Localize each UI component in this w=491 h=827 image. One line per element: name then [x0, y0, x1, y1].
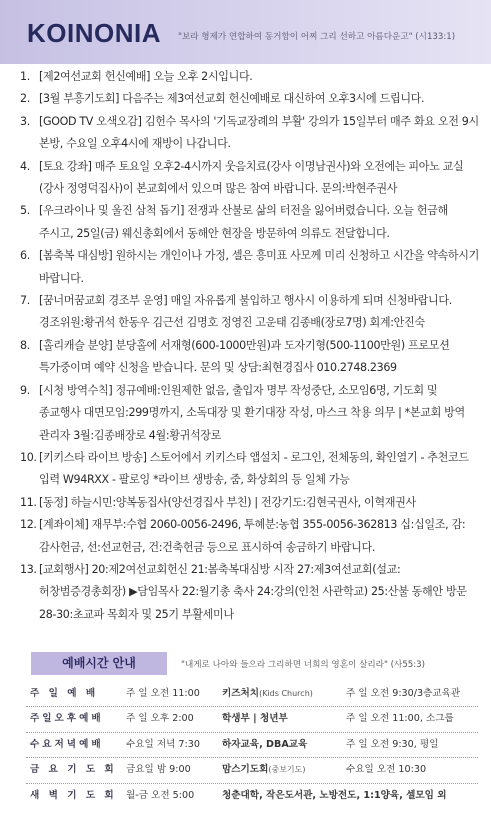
notice-text: [홀리캐슬 분양] 분당홀에 서재형(600-1000만원)과 도자기형(500-1100만원) 프로모션 특가중이며 예약 신청을 받습니다. 문의 및 상담:최현경집사 010.2748.2369 — [39, 338, 450, 375]
service-name: 수요저녁예배 — [30, 738, 104, 750]
notice-item — [20, 380, 480, 447]
notice-text: [토요 강좌] 매주 토요일 오후2-4시까지 웃음치료(강사 이명남권사)와 오전에는 피아노 교실(강사 정영덕집사)이 본교회에서 있으며 많은 참여 바랍니다. 문의:박현주권사 — [39, 159, 464, 196]
notice-number: 10. — [20, 450, 37, 464]
worship-header — [31, 652, 491, 676]
notice-item — [20, 111, 480, 156]
program-time: 주 일 오전 9:30, 평일 — [346, 738, 439, 750]
program-label: 키즈처치 — [222, 688, 260, 699]
schedule-row — [26, 706, 478, 731]
notice-item — [20, 290, 480, 335]
notice-text: [키키스타 라이브 방송] 스토어에서 키키스타 앱설치 - 로그인, 전체동의, 확인열기 - 추천코드 입력 W94RXX - 팔로잉 *라이브 생방송, 줌, 화상회의 등 일체 가능 — [39, 450, 469, 487]
program-label: 학생부 | 청년부 — [222, 713, 288, 725]
notice-text: [GOOD TV 오색오감] 김헌수 목사의 '기독교장례의 부활' 강의가 15일부터 매주 화요 오전 9시 본방, 수요일 오후4시에 재방이 나갑니다. — [39, 114, 479, 151]
notice-text: [3월 부흥기도회] 다음주는 제3여선교회 헌신예배로 대신하여 오후3시에 드립니다. — [39, 92, 425, 106]
worship-verse: "내게로 나아와 들으라 그리하면 너희의 영혼이 살리라" (사55:3) — [181, 660, 425, 670]
service-time: 주 일 오전 11:00 — [126, 688, 200, 699]
program-name — [222, 758, 342, 782]
notice-number: 11. — [20, 495, 37, 509]
program-label: 맘스기도회 — [222, 764, 269, 776]
notice-text: [시청 방역수칙] 정규예배:인원제한 없음, 출입자 명부 작성중단, 소모임6명, 기도회 및 종교행사 대면모임:299명까지, 소독대장 및 환기대장 작성, 마스크 착용 의무 | *본교회 방역 관리자 3월:김종배장로 4월:황귀석장로 — [39, 383, 465, 442]
notice-number: 7. — [20, 294, 30, 308]
program-label: 청춘대학, 작은도서관, 노방전도, 1:1양육, 셀모임 외 — [222, 789, 447, 801]
notice-item — [20, 88, 480, 110]
schedule-row — [26, 732, 478, 757]
header-verse: "보라 형제가 연합하여 동거함이 어찌 그리 선하고 아름다운고" (시133:1) — [178, 32, 456, 42]
program-name — [222, 707, 342, 731]
notice-text: [봄축복 대심방] 원하시는 개인이나 가정, 셀은 흥미표 사모께 미리 신청하고 시간을 약속하시기 바랍니다. — [39, 249, 480, 285]
program-label: 하자교육, DBA교육 — [222, 738, 308, 750]
notice-number: 3. — [20, 114, 30, 128]
notice-number: 9. — [20, 383, 30, 397]
notice-number: 12. — [20, 518, 37, 532]
worship-title: 예배시간 안내 — [31, 652, 167, 675]
notice-item — [20, 66, 480, 88]
program-time: 수요일 오전 10:30 — [346, 764, 427, 776]
notice-item — [20, 200, 480, 245]
notice-text: [우크라이나 및 울진 삼척 돕기] 전쟁과 산불로 삶의 터전을 잃어버렸습니다. 오늘 헌금해 주시고, 25일(금) 웨신총회에서 동해안 현장을 방문하여 의류도 전달합니다. — [39, 204, 448, 240]
service-name: 주일오후예배 — [30, 713, 104, 725]
notice-text: [계좌이체] 재무부:수협 2060-0056-2496, 투혜분:농협 355-0056-362813 십:십일조, 감:감사헌금, 선:선교헌금, 건:건축헌금 등으로 표시하여 송금하기 바랍니다. — [39, 518, 466, 554]
notice-number: 6. — [20, 249, 30, 263]
service-time: 금요일 밤 9:00 — [126, 764, 191, 776]
notice-number: 5. — [20, 204, 30, 218]
service-time: 주 일 오후 2:00 — [126, 713, 194, 725]
schedule-row — [26, 757, 478, 782]
schedule-row — [26, 682, 478, 706]
notice-text: [꿈너머꿈교회 경조부 운영] 매일 자유롭게 불입하고 행사시 이용하게 되며 신청바랍니다. 경조위원:황귀석 한동우 김근선 김명호 정영진 고운태 김종배(장로7명) 회계:안진숙 — [39, 294, 452, 330]
notice-item — [20, 156, 480, 201]
notice-item — [20, 335, 480, 380]
header-banner — [0, 0, 491, 64]
notice-list — [20, 66, 480, 626]
notice-item — [20, 447, 480, 492]
notice-text: [제2여선교회 헌신예배] 오늘 오후 2시입니다. — [39, 70, 253, 83]
notice-number: 2. — [20, 92, 30, 106]
service-time: 수요일 저녁 7:30 — [126, 738, 200, 750]
program-note: (Kids Church) — [259, 689, 313, 698]
service-name: 금 요 기 도 회 — [30, 764, 117, 776]
service-name: 새 벽 기 도 회 — [30, 789, 117, 801]
schedule-row — [26, 783, 478, 808]
program-time: 주 일 오전 11:00, 소그룹 — [346, 713, 454, 725]
notice-item — [20, 559, 480, 626]
service-time: 월-금 오전 5:00 — [126, 789, 195, 801]
program-note: (중보기도) — [268, 765, 306, 775]
notice-number: 13. — [20, 562, 37, 576]
service-name: 주 일 예 배 — [30, 688, 99, 699]
notice-item — [20, 492, 480, 514]
program-name — [222, 682, 342, 706]
notice-number: 1. — [20, 70, 30, 83]
worship-schedule-table — [26, 682, 478, 808]
notice-number: 8. — [20, 338, 30, 352]
notice-text: [교회행사] 20:제2여선교회헌신 21:봄축복대심방 시작 27:제3여선교회(설교:허창범증경총회장) ▶담임목사 22:월기총 축사 24:강의(인천 사관학교) 25:산불 동해안 방문 28-30:초교파 목회자 및 25기 부활세미나 — [39, 562, 467, 621]
notice-item — [20, 245, 480, 290]
notice-text: [동정] 하늘시민:양복동집사(양선경집사 부친) | 전강기도:김현국권사, 이혁재권사 — [39, 495, 416, 509]
program-name — [222, 733, 342, 757]
program-name — [222, 784, 447, 808]
notice-number: 4. — [20, 159, 30, 173]
notice-item — [20, 514, 480, 559]
brand-title: KOINONIA — [27, 18, 161, 48]
program-time: 주 일 오전 9:30/3층교육관 — [346, 688, 461, 699]
